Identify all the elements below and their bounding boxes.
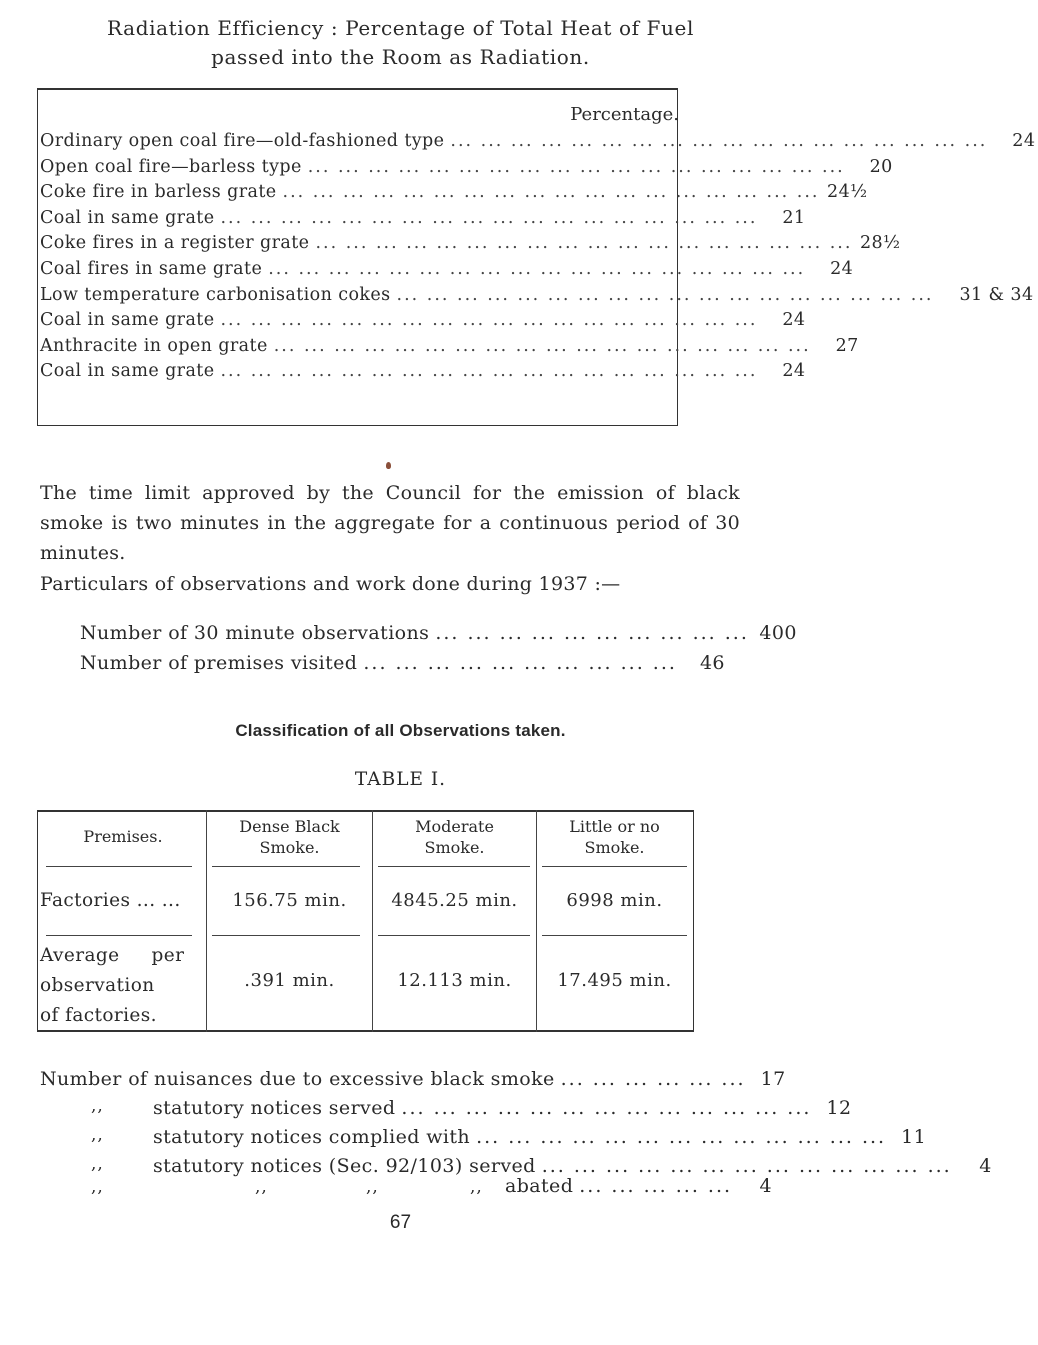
leader-dots: ... ... ... ... ... ... ... ... ... ... bbox=[363, 652, 677, 674]
radiation-row-label: Coal in same grate bbox=[40, 310, 215, 331]
nuisance-label: statutory notices served bbox=[153, 1097, 396, 1119]
nuisance-label: statutory notices complied with bbox=[153, 1126, 471, 1148]
average-moderate: 12.113 min. bbox=[397, 970, 512, 991]
radiation-row bbox=[40, 233, 901, 259]
header-line: Smoke. bbox=[424, 838, 485, 857]
nuisance-value: 11 bbox=[901, 1126, 927, 1148]
leader-dots: ... ... ... ... ... ... ... ... ... ... ... ... ... ... ... ... ... ... bbox=[396, 284, 934, 305]
leader-dots: ... ... ... ... ... ... ... ... ... ... ... ... ... ... ... ... ... ... bbox=[315, 233, 853, 254]
leader-dots: ... ... ... ... ... ... ... ... ... ... bbox=[435, 622, 749, 644]
leader-dots: ... ... ... ... ... ... ... ... ... ... ... ... ... ... ... ... ... ... bbox=[282, 182, 820, 203]
header-dense-black-smoke bbox=[207, 816, 372, 858]
radiation-row-value: 24 bbox=[1012, 131, 1036, 151]
header-little-or-no-smoke bbox=[537, 816, 692, 858]
radiation-row-label: Coke fire in barless grate bbox=[40, 182, 277, 203]
radiation-table bbox=[40, 131, 1036, 387]
stat-label: Number of 30 minute observations bbox=[80, 622, 430, 644]
average-word: Average bbox=[40, 945, 120, 966]
radiation-row bbox=[40, 156, 893, 183]
factories-text: Factories bbox=[40, 890, 131, 911]
ditto-mark: ,, bbox=[255, 1177, 268, 1197]
nuisance-row bbox=[153, 1126, 927, 1148]
ditto-mark: ,, bbox=[91, 1177, 104, 1197]
average-label bbox=[40, 941, 184, 1031]
time-limit-paragraph: The time limit approved by the Council for the emission of black smoke is two minutes in the aggregate for a continuous period of 30 minutes. bbox=[40, 482, 740, 564]
header-line: Dense Black bbox=[239, 817, 340, 836]
value-whole: 28 bbox=[859, 233, 884, 254]
row-divider bbox=[212, 866, 360, 867]
factories-dense: 156.75 min. bbox=[232, 890, 347, 911]
ditto-mark: ,, bbox=[91, 1125, 104, 1145]
header-line: Smoke. bbox=[259, 838, 320, 857]
factories-moderate: 4845.25 min. bbox=[391, 890, 518, 911]
nuisance-row bbox=[153, 1155, 992, 1177]
ditto-mark: ,, bbox=[91, 1096, 104, 1116]
stat-value: 46 bbox=[699, 652, 725, 674]
leader-dots: ... ... ... ... ... ... ... ... ... ... ... ... ... ... ... ... ... ... bbox=[220, 310, 758, 331]
radiation-row bbox=[40, 335, 859, 362]
heading-line-1: Radiation Efficiency : Percentage of Total Heat of Fuel bbox=[107, 16, 694, 40]
radiation-row bbox=[40, 258, 854, 285]
header-line: Moderate bbox=[415, 817, 494, 836]
nuisance-label: abated bbox=[505, 1175, 574, 1197]
radiation-row-label: Coal in same grate bbox=[40, 207, 215, 228]
header-moderate-smoke bbox=[373, 816, 536, 858]
radiation-row-label: Coal fires in same grate bbox=[40, 258, 263, 279]
radiation-row-label: Open coal fire—barless type bbox=[40, 156, 302, 177]
radiation-row-label: Coke fires in a register grate bbox=[40, 233, 310, 254]
nuisance-label: statutory notices (Sec. 92/103) served bbox=[153, 1155, 536, 1177]
radiation-row-value: 27 bbox=[835, 335, 859, 356]
nuisance-value: 4 bbox=[979, 1155, 992, 1177]
percentage-column-header: Percentage. bbox=[570, 104, 679, 125]
header-premises: Premises. bbox=[83, 827, 163, 846]
nuisance-value: 17 bbox=[760, 1068, 786, 1090]
radiation-row bbox=[40, 284, 1034, 311]
nuisance-value: 12 bbox=[826, 1097, 852, 1119]
leader-dots: ... ... ... ... ... ... ... ... ... ... ... ... ... bbox=[401, 1097, 812, 1119]
nuisance-label: nuisances due to excessive black smoke bbox=[153, 1068, 555, 1090]
leader-dots: ... ... ... ... ... ... ... ... ... ... ... ... ... ... ... ... ... ... bbox=[220, 361, 758, 382]
header-line: Little or no bbox=[569, 817, 660, 836]
radiation-row bbox=[40, 182, 868, 208]
leader-dots: ... ... ... ... ... ... ... ... ... ... ... ... ... bbox=[476, 1126, 887, 1148]
value-fraction: ½ bbox=[850, 182, 868, 203]
radiation-row-value: 31 & 34 bbox=[959, 284, 1034, 305]
average-little: 17.495 min. bbox=[557, 970, 672, 991]
ditto-mark: ,, bbox=[366, 1177, 379, 1197]
radiation-row-label: Anthracite in open grate bbox=[40, 335, 268, 356]
nuisance-value: 4 bbox=[759, 1175, 773, 1197]
radiation-row-value: 24 bbox=[782, 361, 806, 382]
average-dense: .391 min. bbox=[244, 970, 335, 991]
leader-dots: ... ... ... ... ... ... ... ... ... ... ... ... ... ... ... ... ... ... bbox=[268, 258, 806, 279]
observation-word: observation bbox=[40, 975, 155, 996]
leader-dots: ... ... ... ... ... ... bbox=[560, 1068, 746, 1090]
stat-value: 400 bbox=[759, 622, 797, 644]
ink-mark bbox=[386, 462, 391, 469]
leader-dots: ... ... ... ... ... ... ... ... ... ... ... ... ... bbox=[541, 1155, 952, 1177]
nuisance-prefix: Number of bbox=[40, 1068, 148, 1090]
radiation-row bbox=[40, 207, 806, 234]
classification-title: Classification of all Observations taken. bbox=[235, 721, 566, 740]
stat-row bbox=[80, 622, 797, 644]
table-title: TABLE I. bbox=[354, 769, 447, 790]
heading-line-2: passed into the Room as Radiation. bbox=[211, 45, 590, 69]
radiation-row-value bbox=[852, 233, 903, 253]
leader-dots: ... ... ... ... ... ... ... ... ... ... ... ... ... ... ... ... ... ... bbox=[220, 207, 758, 228]
of-factories-word: of factories. bbox=[40, 1005, 157, 1026]
nuisance-row bbox=[153, 1097, 852, 1119]
radiation-row bbox=[40, 361, 806, 387]
factories-label: Factories ... ... bbox=[40, 890, 181, 911]
value-fraction: ½ bbox=[883, 233, 901, 254]
leader-dots: ... ... ... ... ... ... ... ... ... ... ... ... ... ... ... ... ... ... bbox=[450, 131, 988, 151]
nuisance-row bbox=[505, 1175, 773, 1197]
page-number: 67 bbox=[389, 1212, 412, 1233]
radiation-row-value: 20 bbox=[869, 156, 893, 177]
stat-label: Number of premises visited bbox=[80, 652, 358, 674]
ditto-mark: ,, bbox=[470, 1177, 483, 1197]
stat-row bbox=[80, 652, 725, 674]
row-divider bbox=[212, 935, 360, 936]
page-heading bbox=[0, 14, 801, 72]
radiation-row-value bbox=[819, 182, 870, 202]
leader-dots: ... ... ... ... ... ... ... ... ... ... ... ... ... ... ... ... ... ... bbox=[307, 156, 845, 177]
radiation-row-value: 24 bbox=[782, 310, 806, 331]
radiation-row-value: 24 bbox=[830, 258, 854, 279]
leader-dots: ... ... ... ... ... ... ... ... ... ... ... ... ... ... ... ... ... ... bbox=[273, 335, 811, 356]
header-line: Smoke. bbox=[584, 838, 645, 857]
particulars-paragraph: Particulars of observations and work done during 1937 :— bbox=[40, 573, 621, 595]
row-divider bbox=[378, 935, 530, 936]
radiation-row-label: Coal in same grate bbox=[40, 361, 215, 382]
radiation-row-label: Ordinary open coal fire—old-fashioned type bbox=[40, 131, 445, 151]
ditto-mark: ,, bbox=[91, 1154, 104, 1174]
row-divider bbox=[46, 866, 192, 867]
radiation-row bbox=[40, 310, 806, 336]
row-divider bbox=[378, 866, 530, 867]
value-whole: 24 bbox=[827, 182, 851, 203]
radiation-row bbox=[40, 131, 1036, 157]
row-divider bbox=[46, 935, 192, 936]
factories-little: 6998 min. bbox=[566, 890, 663, 911]
radiation-row-label: Low temperature carbonisation cokes bbox=[40, 284, 391, 305]
nuisance-row bbox=[40, 1068, 786, 1090]
row-divider bbox=[542, 866, 687, 867]
leader-dots: ... ... ... ... ... bbox=[579, 1175, 733, 1197]
row-divider bbox=[542, 935, 687, 936]
radiation-row-value: 21 bbox=[782, 207, 806, 228]
per-word: per bbox=[151, 945, 185, 966]
